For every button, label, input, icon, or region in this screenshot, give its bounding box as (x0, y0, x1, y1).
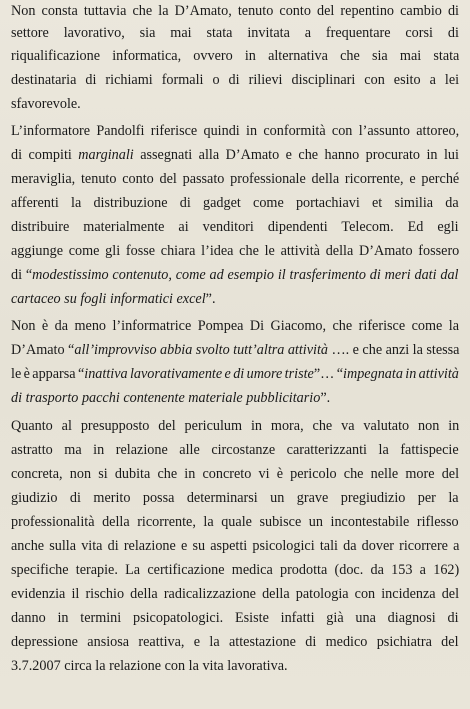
paragraph-3-line-3 (11, 365, 459, 383)
paragraph-2-line-3: meraviglia, tenuto conto del passato professionale della ricorrente, e perché (11, 171, 460, 187)
paragraph-4-line-1: Quanto al presupposto del periculum in mora, che va valutato non in (11, 418, 460, 434)
text-segment: …. e che anzi la stessa (328, 342, 460, 358)
paragraph-1-line-5: sfavorevole. (11, 96, 81, 112)
paragraph-4-line-8: evidenzia il rischio della radicalizzazione della patologia con incidenza del (11, 586, 460, 602)
paragraph-3-line-4 (11, 389, 459, 407)
paragraph-1-line-2: settore lavorativo, sia mai stata invitata a frequentare corsi di (11, 25, 459, 41)
paragraph-4-line-9: danno in termini psicopatologici. Esiste infatti già una diagnosi di (11, 610, 459, 626)
paragraph-2-line-6: aggiunge come gli fosse chiara l’idea che le attività della D’Amato fossero (11, 243, 460, 259)
paragraph-4-line-7: specifiche terapie. La certificazione medica prodotta (doc. da 153 a 162) (11, 562, 460, 578)
paragraph-4-line-10: depressione ansiosa reattiva, e la attestazione di medico psichiatra del (11, 634, 459, 650)
paragraph-2-line-7 (11, 266, 459, 284)
text-segment: di compiti (11, 147, 79, 163)
emphasis-marginali: marginali (78, 147, 134, 163)
paragraph-2-line-5: distribuire materialmente ai venditori dipendenti Telecom. Ed egli (11, 219, 459, 235)
quote-emphasis: inattiva lavorativamente e di umore triste (84, 366, 314, 382)
paragraph-3-line-2 (11, 341, 459, 359)
paragraph-2-line-4: afferenti la distribuzione di gadget come portachiavi et similia da (11, 195, 459, 211)
paragraph-2-line-8 (11, 290, 459, 308)
paragraph-4-line-3: concreta, non si dubita che in concreto vi è pericolo che nelle more del (11, 466, 460, 482)
paragraph-4-line-5: professionalità della ricorrente, la quale subisce un incontestabile riflesso (11, 514, 459, 530)
paragraph-2-line-2 (11, 146, 459, 164)
paragraph-1-line-4: destinataria di richiami formali o di rilievi disciplinari con esito a lei (11, 72, 460, 88)
paragraph-1-line-1: Non consta tuttavia che la D’Amato, tenuto conto del repentino cambio di (11, 3, 459, 19)
paragraph-4-line-4: giudizio di merito possa determinarsi un grave pregiudizio per la (11, 490, 459, 506)
quote-emphasis: modestissimo contenuto, come ad esempio il trasferimento di meri dati dal (32, 267, 459, 283)
text-segment: assegnati alla D’Amato e che hanno procurato in lui (133, 147, 459, 163)
quote-emphasis: all’improvviso abbia svolto tutt’altra attività (74, 342, 329, 358)
quote-emphasis: impegnata in attività (343, 366, 459, 382)
text-segment: ”. (205, 291, 216, 307)
text-segment: ”. (320, 390, 331, 406)
paragraph-4-line-2: astratto ma in relazione alle circostanze caratterizzanti la fattispecie (11, 442, 459, 458)
text-segment: ”… “ (313, 366, 344, 382)
quote-emphasis: di trasporto pacchi contenente materiale pubblicitario (11, 390, 321, 406)
paragraph-1-line-3: riqualificazione informatica, ovvero in alternativa che sia mai stata (11, 48, 460, 64)
paragraph-3-line-1: Non è da meno l’informatrice Pompea Di Giacomo, che riferisce come la (11, 318, 460, 334)
quote-emphasis: cartaceo su fogli informatici excel (11, 291, 206, 307)
text-segment: di “ (11, 267, 33, 283)
paragraph-4-line-6: anche sulla vita di relazione e su aspetti psicologici tali da dover ricorrere a (11, 538, 460, 554)
text-segment: D’Amato “ (11, 342, 75, 358)
text-segment: le è apparsa “ (11, 366, 85, 382)
paragraph-2-line-1: L’informatore Pandolfi riferisce quindi in conformità con l’assunto attoreo, (11, 123, 460, 139)
paragraph-4-line-11: 3.7.2007 circa la relazione con la vita lavorativa. (11, 658, 288, 674)
